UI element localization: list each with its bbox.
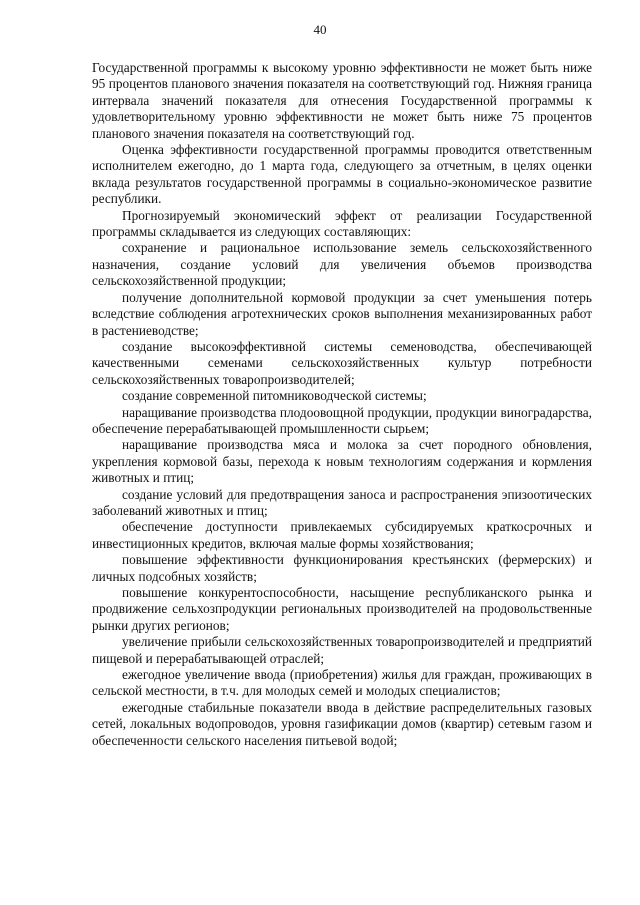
list-item: наращивание производства мяса и молока за счет породного обновления, укрепления кормовой базы, перехода к новым технологиям содержания и кормления животных и птиц; xyxy=(92,437,592,486)
list-item: наращивание производства плодоовощной продукции, продукции виноградарства, обеспечение перерабатывающей промышленности сырьем; xyxy=(92,404,592,436)
list-item: создание высокоэффективной системы семеноводства, обеспечивающей качественными семенами сельскохозяйственных культур потребности сельскохозяйственных товаропроизводителей; xyxy=(92,338,592,387)
list-item: создание условий для предотвращения заноса и распространения эпизоотических заболеваний животных и птиц; xyxy=(92,486,592,518)
list-item: сохранение и рациональное использование земель сельскохозяйственного назначения, создание условий для увеличения объемов производства сельскохозяйственной продукции; xyxy=(92,240,592,289)
paragraph: Оценка эффективности государственной программы проводится ответственным исполнителем ежегодно, до 1 марта года, следующего за отчетным, в целях оценки вклада результатов государственной программы в социально-экономическое развитие республики. xyxy=(92,142,592,207)
list-item: увеличение прибыли сельскохозяйственных товаропроизводителей и предприятий пищевой и перерабатывающей отраслей; xyxy=(92,634,592,666)
paragraph: Прогнозируемый экономический эффект от реализации Государственной программы складывается из следующих составляющих: xyxy=(92,207,592,240)
document-body xyxy=(92,60,592,749)
list-item: создание современной питомниководческой системы; xyxy=(122,388,427,404)
paragraph: Государственной программы к высокому уровню эффективности не может быть ниже 95 процентов планового значения показателя на соответствующий год. Нижняя граница интервала значений показателя для отнесения Государственной программы к удовлетворительному уровню эффективности не может быть ниже 75 процентов планового значения показателя на соответствующий год. xyxy=(92,60,592,141)
list-item: повышение эффективности функционирования крестьянских (фермерских) и личных подсобных хозяйств; xyxy=(92,552,592,584)
list-item: повышение конкурентоспособности, насыщение республиканского рынка и продвижение сельхозпродукции региональных производителей на продовольственные рынки других регионов; xyxy=(92,585,592,633)
list-item: получение дополнительной кормовой продукции за счет уменьшения потерь вследствие соблюдения агротехнических сроков выполнения механизированных работ в растениеводстве; xyxy=(92,289,592,338)
page-number: 40 xyxy=(313,22,327,37)
list-item: обеспечение доступности привлекаемых субсидируемых краткосрочных и инвестиционных кредитов, включая малые формы хозяйствования; xyxy=(92,519,592,551)
list-item: ежегодное увеличение ввода (приобретения) жилья для граждан, проживающих в сельской местности, в т.ч. для молодых семей и молодых специалистов; xyxy=(92,667,592,699)
list-item: ежегодные стабильные показатели ввода в действие распределительных газовых сетей, локальных водопроводов, уровня газификации домов (квартир) сетевым газом и обеспеченности сельского населения питьевой водой; xyxy=(92,699,592,748)
